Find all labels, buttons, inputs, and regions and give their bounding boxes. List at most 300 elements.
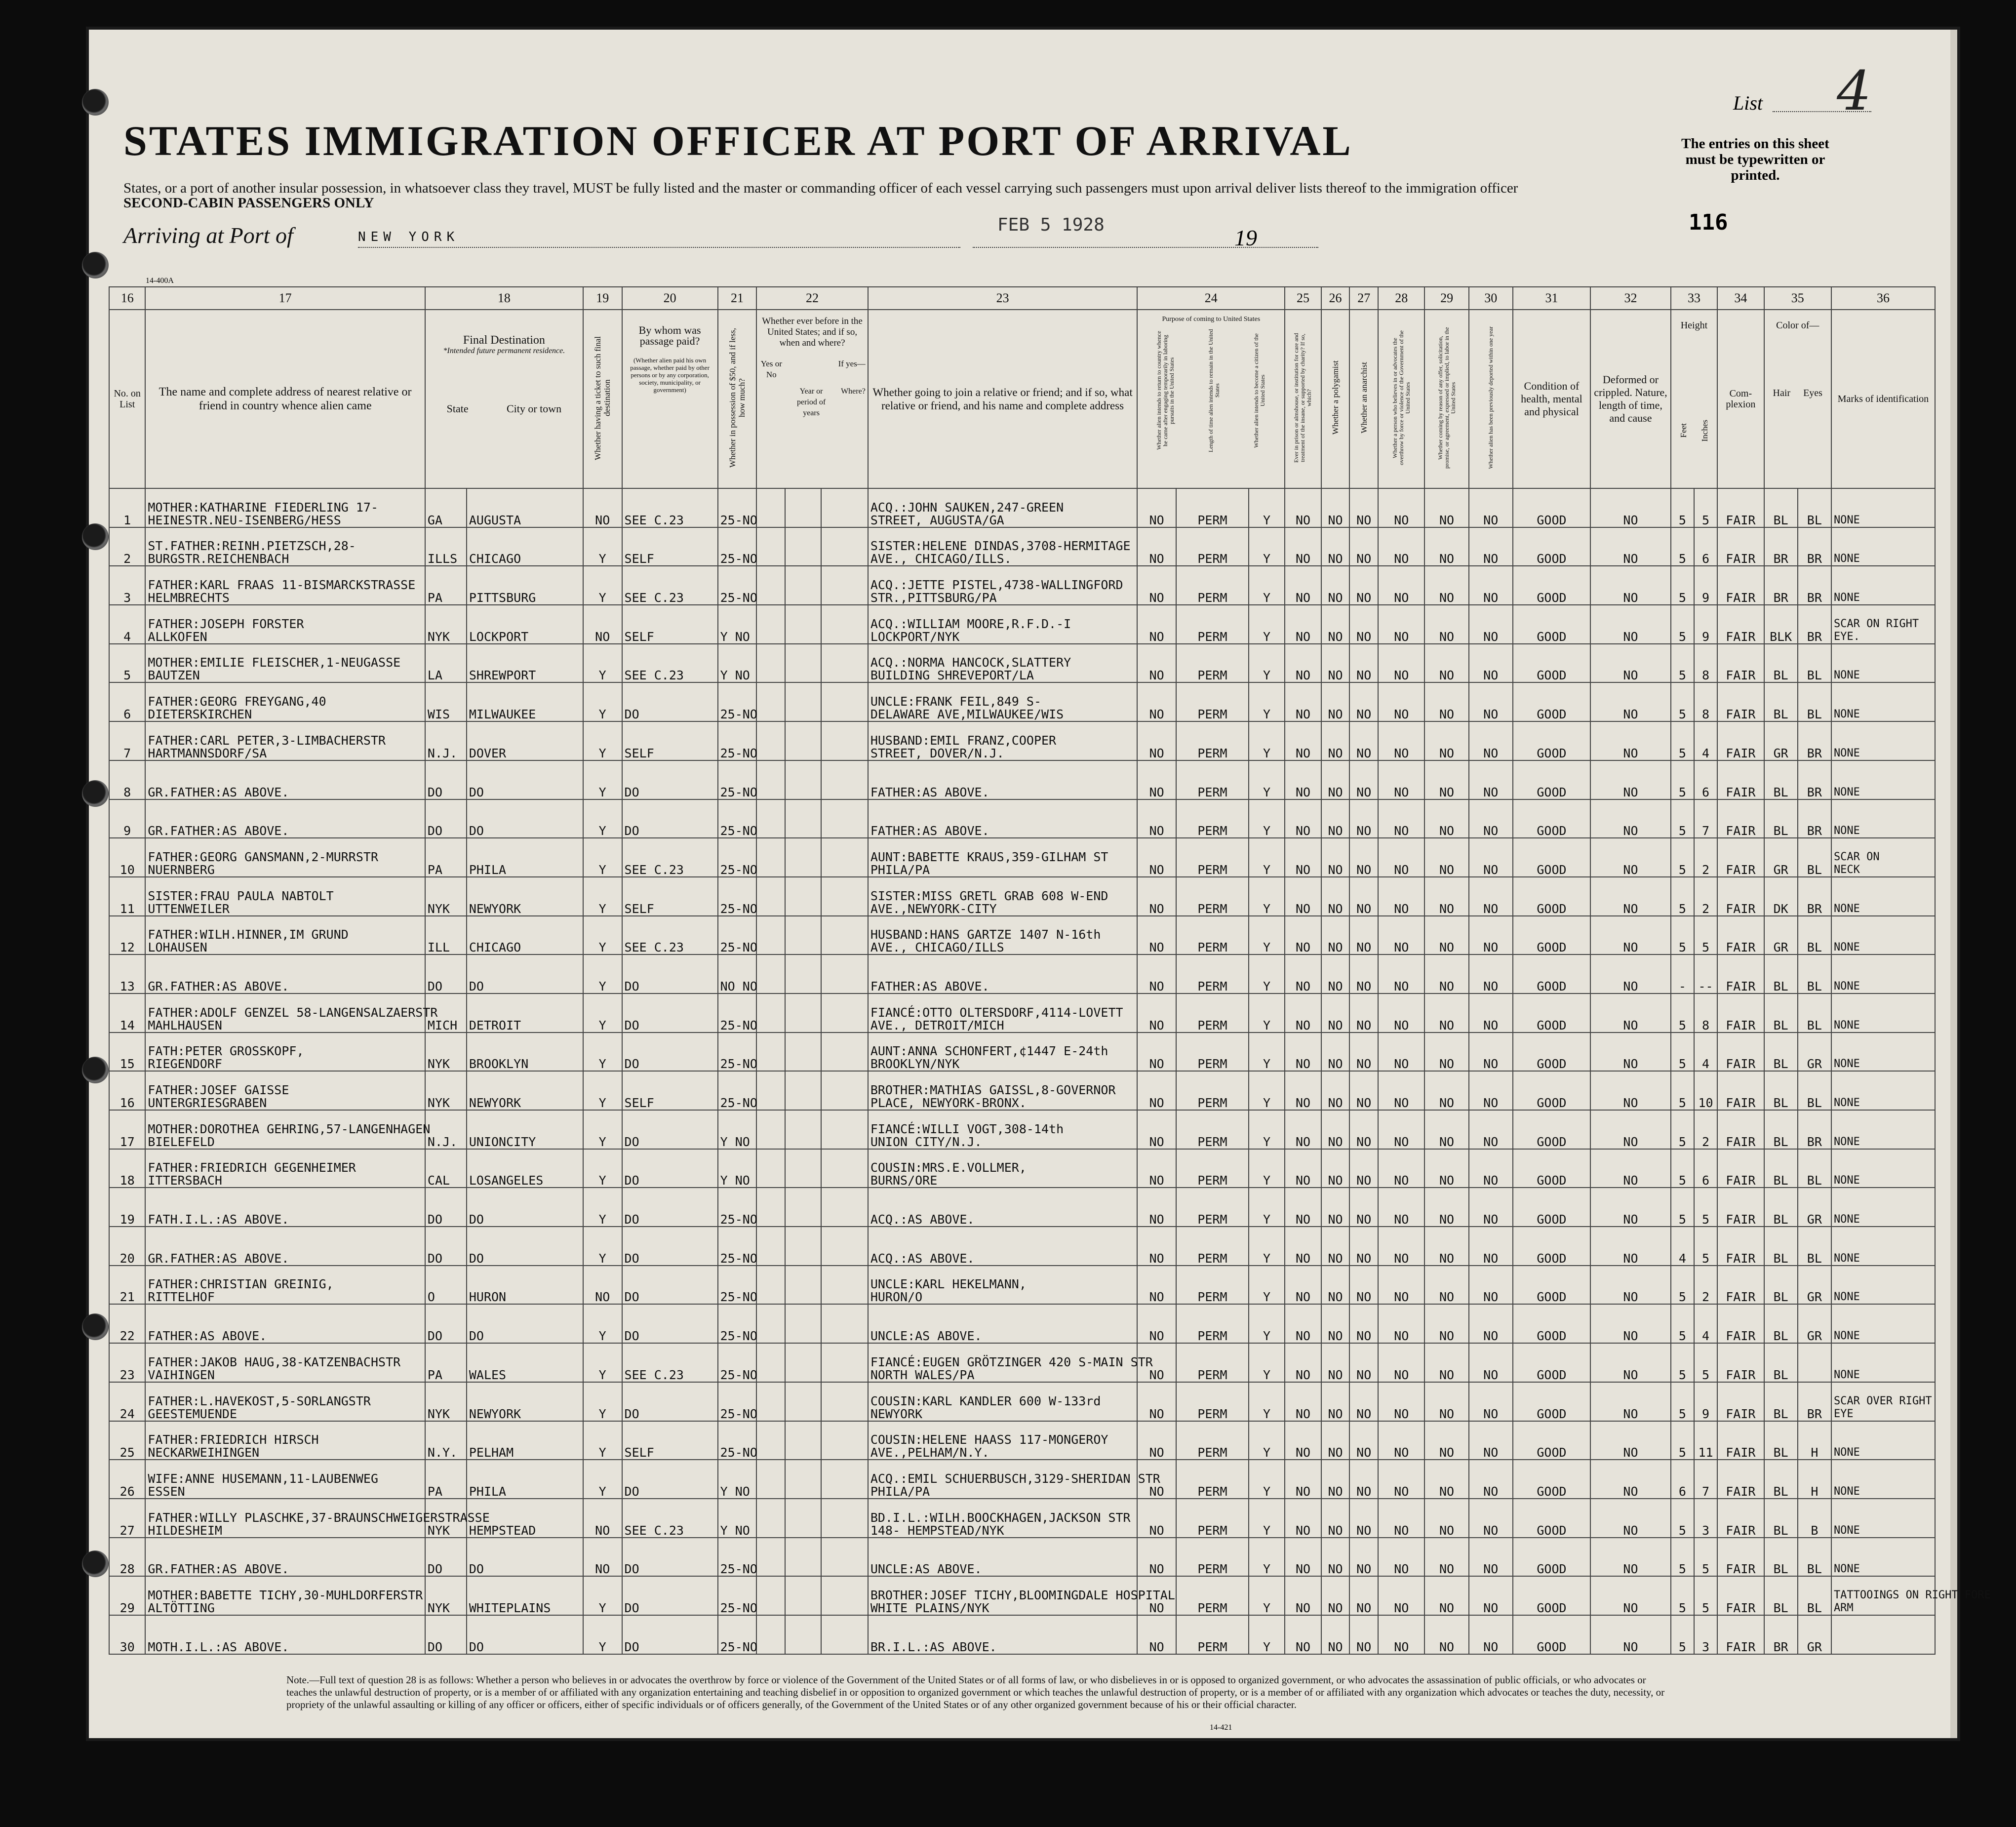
complexion-cell: FAIR [1717,799,1764,838]
join-relative-cell-line2: PHILA/PA [870,1484,930,1499]
before-us-where-cell [821,1110,868,1149]
join-relative-cell-line1: COUSIN:MRS.E.VOLLMER, [870,1160,1027,1175]
polygamist-cell: NO [1321,1033,1350,1072]
nearest-relative-line2: RIEGENDORF [148,1057,222,1072]
inches-cell: 10 [1694,1071,1717,1110]
hair-cell: BL [1764,799,1798,838]
deformed-cell: NO [1590,1227,1671,1266]
before-us-yes-no-cell [756,799,785,838]
anarchist-cell: NO [1349,1499,1378,1538]
polygamist-cell: NO [1321,1149,1350,1188]
passage-paid-cell: DO [622,799,718,838]
join-relative-cell-line2: ACQ.:AS ABOVE. [870,1251,975,1266]
marks-cell [1831,1033,1935,1072]
colnum-30: 30 [1469,287,1513,310]
before-us-where-cell [821,1149,868,1188]
page-title: STATES IMMIGRATION OFFICER AT PORT OF ARRIVAL [123,117,1353,164]
purpose-length-cell: PERM [1176,1382,1249,1421]
purpose-length-cell: PERM [1176,721,1249,760]
join-relative-cell-line2: HURON/O [870,1290,923,1305]
state-cell: CAL [425,1149,467,1188]
q28-cell: NO [1378,954,1424,993]
eyes-cell: BR [1798,527,1831,566]
nearest-relative [145,1304,425,1343]
inches-cell: 5 [1694,1576,1717,1615]
marks-cell-line2: NONE [1833,708,1860,721]
purpose-return-cell: NO [1137,1188,1176,1227]
purpose-citizen-cell: Y [1249,1382,1285,1421]
purpose-length-cell: PERM [1176,877,1249,916]
header-marks: Marks of identification [1831,310,1935,488]
nearest-relative [145,1343,425,1382]
marks-cell-line2: NONE [1833,1330,1860,1343]
nearest-relative-line1: WIFE:ANNE HUSEMANN,11-LAUBENWEG [148,1471,379,1486]
ticket-cell: Y [583,838,622,877]
inches-cell: 4 [1694,1033,1717,1072]
money-cell: 25-NO [718,527,757,566]
polygamist-cell: NO [1321,1499,1350,1538]
city-cell: SHREWPORT [467,644,583,683]
q28-cell: NO [1378,566,1424,605]
join-relative-cell-line1: ACQ.:WILLIAM MOORE,R.F.D.-I [870,616,1071,631]
nearest-relative-line2: FATH.I.L.:AS ABOVE. [148,1212,289,1227]
nearest-relative-line2: HARTMANNSDORF/SA [148,746,267,760]
city-label: City or town [506,402,562,415]
health-cell: GOOD [1513,1033,1590,1072]
anarchist-cell: NO [1349,1343,1378,1382]
before-us-period-cell [785,1149,821,1188]
state-cell: DO [425,1538,467,1577]
join-relative-cell-line2: UNCLE:AS ABOVE. [870,1329,982,1344]
passage-paid-cell: DO [622,1188,718,1227]
before-us-yes-no-cell [756,1538,785,1577]
marks-cell [1831,488,1935,527]
anarchist-cell: NO [1349,644,1378,683]
nearest-relative-line1: MOTHER:KATHARINE FIEDERLING 17- [148,500,379,515]
hair-cell: BL [1764,1343,1798,1382]
feet-cell: 5 [1671,488,1694,527]
state-cell: NYK [425,1033,467,1072]
q30-cell: NO [1469,1149,1513,1188]
before-us-yes-no-cell [756,1149,785,1188]
row-number: 30 [109,1615,145,1654]
colnum-36: 36 [1831,287,1935,310]
marks-cell-line1: SCAR OVER RIGHT [1833,1394,1932,1407]
feet-cell: 5 [1671,1382,1694,1421]
before-us-where-cell [821,916,868,955]
nearest-relative-line2: MOTH.I.L.:AS ABOVE. [148,1639,289,1654]
instructions-line: States, or a port of another insular possession, in whatsoever class they travel, MUST be fully listed and the master or commanding officer of each vessel carrying such passengers must upon arrival deliver lists thereof to the immigration officer [123,180,1518,196]
purpose-return-cell: NO [1137,1071,1176,1110]
marks-cell-line2: NECK [1833,863,1860,876]
nearest-relative [145,682,425,721]
inches-cell: 7 [1694,1460,1717,1499]
polygamist-cell: NO [1321,721,1350,760]
purpose-length-cell: PERM [1176,799,1249,838]
inches-cell: 5 [1694,916,1717,955]
ticket-cell: Y [583,1033,622,1072]
before-us-yes-no-cell [756,721,785,760]
q30-cell: NO [1469,1071,1513,1110]
complexion-cell: FAIR [1717,1266,1764,1305]
row-number: 25 [109,1421,145,1460]
health-cell: GOOD [1513,1304,1590,1343]
marks-cell [1831,993,1935,1033]
marks-cell-line2: NONE [1833,786,1860,798]
state-cell: MICH [425,993,467,1033]
before-us-period-cell [785,605,821,644]
nearest-relative-line1: MOTHER:EMILIE FLEISCHER,1-NEUGASSE [148,655,401,670]
purpose-return-cell: NO [1137,1149,1176,1188]
column-header-row [109,310,1935,488]
purpose-citizen-cell: Y [1249,527,1285,566]
binder-hole [82,523,109,550]
money-cell: Y NO [718,1460,757,1499]
nearest-relative [145,527,425,566]
complexion-cell: FAIR [1717,954,1764,993]
prison-cell: NO [1285,760,1321,799]
ticket-cell: Y [583,1382,622,1421]
health-cell: GOOD [1513,721,1590,760]
passage-paid-cell: DO [622,682,718,721]
nearest-relative-line2: NECKARWEIHINGEN [148,1445,260,1460]
passage-paid-cell: DO [622,954,718,993]
table-row [109,993,1935,1033]
feet-cell: 5 [1671,1538,1694,1577]
q30-cell: NO [1469,605,1513,644]
eyes-cell: BL [1798,916,1831,955]
colnum-35: 35 [1764,287,1831,310]
health-cell: GOOD [1513,760,1590,799]
state-cell: WIS [425,682,467,721]
purpose-length-cell: PERM [1176,605,1249,644]
eyes-cell [1798,1343,1831,1382]
q30-cell: NO [1469,488,1513,527]
city-cell: DO [467,799,583,838]
deformed-cell: NO [1590,838,1671,877]
before-us-period-cell [785,1343,821,1382]
prison-cell: NO [1285,1499,1321,1538]
q28-cell: NO [1378,1304,1424,1343]
money-cell: 25-NO [718,1538,757,1577]
q28-cell: NO [1378,877,1424,916]
header-money [718,310,757,488]
nearest-relative [145,1188,425,1227]
before-us-where-cell [821,1343,868,1382]
prison-cell: NO [1285,721,1321,760]
deformed-cell: NO [1590,1615,1671,1654]
nearest-relative [145,838,425,877]
header-health: Condition of health, mental and physical [1513,310,1590,488]
colnum-23: 23 [868,287,1138,310]
anarchist-cell: NO [1349,1460,1378,1499]
before-us-where-cell [821,954,868,993]
money-label: Whether in possession of $50, and if less, how much? [727,328,747,468]
polygamist-cell: NO [1321,838,1350,877]
row-number: 13 [109,954,145,993]
city-cell: DO [467,760,583,799]
nearest-relative [145,1382,425,1421]
ticket-cell: Y [583,1110,622,1149]
ticket-cell: Y [583,1188,622,1227]
prison-cell: NO [1285,1149,1321,1188]
q29-cell: NO [1424,1538,1468,1577]
q29-cell: NO [1424,566,1468,605]
row-number: 15 [109,1033,145,1072]
purpose-length-cell: PERM [1176,527,1249,566]
passenger-table [109,286,1991,1655]
purpose-length-cell: PERM [1176,954,1249,993]
before-us-period-cell [785,566,821,605]
prison-cell: NO [1285,644,1321,683]
sheet-number: 116 [1689,210,1728,235]
colnum-33: 33 [1671,287,1717,310]
passage-paid-cell: SELF [622,527,718,566]
marks-cell-line2: NONE [1833,553,1860,565]
health-cell: GOOD [1513,1149,1590,1188]
q29-cell: NO [1424,488,1468,527]
prison-cell: NO [1285,1110,1321,1149]
money-cell: NO NO [718,954,757,993]
q28-cell: NO [1378,682,1424,721]
city-cell: UNIONCITY [467,1110,583,1149]
polygamist-cell: NO [1321,877,1350,916]
before-us-period-cell [785,838,821,877]
nearest-relative [145,1149,425,1188]
q28-cell: NO [1378,644,1424,683]
complexion-cell: FAIR [1717,1304,1764,1343]
colnum-16: 16 [109,287,145,310]
nearest-relative-line2: GR.FATHER:AS ABOVE. [148,1562,289,1577]
passage-paid-cell: DO [622,1110,718,1149]
before-us-yes-no-cell [756,1033,785,1072]
deformed-cell: NO [1590,566,1671,605]
eyes-cell: BL [1798,838,1831,877]
purpose-citizen-cell: Y [1249,721,1285,760]
list-underline [1773,111,1871,112]
purpose-length-cell: PERM [1176,1499,1249,1538]
polygamist-cell: NO [1321,993,1350,1033]
prison-cell: NO [1285,877,1321,916]
nearest-relative-line2: ALTÖTTING [148,1600,215,1615]
purpose-return-cell: NO [1137,1576,1176,1615]
marks-cell-line2: NONE [1833,1563,1860,1576]
prison-cell: NO [1285,1343,1321,1382]
marks-cell-line1: TATTOOINGS ON RIGHT FORE [1833,1589,1991,1601]
eyes-cell: BL [1798,488,1831,527]
table-row [109,1421,1935,1460]
hair-cell: GR [1764,838,1798,877]
passage-paid-cell: SEE C.23 [622,566,718,605]
purpose-length-cell: PERM [1176,1576,1249,1615]
complexion-cell: FAIR [1717,1615,1764,1654]
hair-cell: GR [1764,721,1798,760]
before-us-where-cell [821,1460,868,1499]
nearest-relative-line2: ESSEN [148,1484,185,1499]
hair-cell: BL [1764,1460,1798,1499]
nearest-relative-line2: VAIHINGEN [148,1367,215,1382]
before-us-where-cell [821,1033,868,1072]
purpose-length-cell: PERM [1176,1343,1249,1382]
table-row [109,1110,1935,1149]
before-us-period-cell [785,1576,821,1615]
eyes-cell: BL [1798,1576,1831,1615]
join-relative-cell-line2: BUILDING SHREVEPORT/LA [870,668,1034,683]
marks-cell-line2: NONE [1833,1291,1860,1304]
purpose-citizen-cell: Y [1249,1266,1285,1305]
eyes-cell: BL [1798,1149,1831,1188]
purpose-citizen-cell: Y [1249,993,1285,1033]
purpose-citizen-cell: Y [1249,1149,1285,1188]
nearest-relative-line1: FATH:PETER GROSSKOPF, [148,1044,304,1059]
ticket-cell: Y [583,721,622,760]
purpose-citizen-cell: Y [1249,1460,1285,1499]
hair-cell: BL [1764,1110,1798,1149]
ticket-cell: Y [583,954,622,993]
table-row [109,760,1935,799]
feet-cell: 5 [1671,799,1694,838]
join-relative-cell-line1: FIANCÉ:OTTO OLTERSDORF,4114-LOVETT [870,1005,1123,1020]
before-us-yes-no-cell [756,1343,785,1382]
header-ticket [583,310,622,488]
list-label: List [1733,92,1763,114]
hair-cell: BL [1764,1421,1798,1460]
purpose-a-label: Whether alien intends to return to country whence he came after engaging temporarily in laboring pursuits in the United States [1155,331,1176,450]
purpose-citizen-cell: Y [1249,488,1285,527]
marks-cell [1831,760,1935,799]
join-relative-cell [868,1266,1138,1305]
passage-paid-cell: SEE C.23 [622,488,718,527]
row-number: 4 [109,605,145,644]
inches-cell: 2 [1694,1266,1717,1305]
anarchist-cell: NO [1349,877,1378,916]
join-relative-cell-line2: LOCKPORT/NYK [870,629,960,644]
before-us-yes-no-cell [756,877,785,916]
nearest-relative-line1: FATHER:GEORG GANSMANN,2-MURRSTR [148,849,379,864]
polygamist-cell: NO [1321,1110,1350,1149]
complexion-cell: FAIR [1717,838,1764,877]
city-cell: DO [467,1188,583,1227]
before-us-yes-no-cell [756,760,785,799]
inches-cell: 6 [1694,1149,1717,1188]
inches-cell: 2 [1694,877,1717,916]
hair-cell: BL [1764,1576,1798,1615]
hair-cell: BL [1764,1266,1798,1305]
state-cell: GA [425,488,467,527]
hair-cell: BL [1764,1033,1798,1072]
nearest-relative-line2: GR.FATHER:AS ABOVE. [148,785,289,799]
marks-cell-line2: ARM [1833,1601,1854,1614]
before-us-where-cell [821,1615,868,1654]
state-cell: DO [425,954,467,993]
join-relative-cell-line1: ACQ.:NORMA HANCOCK,SLATTERY [870,655,1071,670]
q29-cell: NO [1424,1460,1468,1499]
q28-cell: NO [1378,1382,1424,1421]
ticket-cell: Y [583,527,622,566]
passage-paid-cell: SELF [622,1071,718,1110]
table-row [109,1304,1935,1343]
feet-cell: 5 [1671,1149,1694,1188]
nearest-relative [145,1615,425,1654]
health-cell: GOOD [1513,916,1590,955]
before-us-yes-no-cell [756,916,785,955]
inches-cell: -- [1694,954,1717,993]
eyes-label: Eyes [1803,388,1822,398]
anarchist-cell: NO [1349,1615,1378,1654]
colnum-24: 24 [1137,287,1285,310]
prison-cell: NO [1285,799,1321,838]
header-prison [1285,310,1321,488]
row-number: 20 [109,1227,145,1266]
complexion-cell: FAIR [1717,644,1764,683]
purpose-length-cell: PERM [1176,1460,1249,1499]
before-us-where-cell [821,993,868,1033]
header-anarchist [1349,310,1378,488]
purpose-citizen-cell: Y [1249,1343,1285,1382]
before-us-yes-no-cell [756,1576,785,1615]
q30-cell: NO [1469,566,1513,605]
q30-cell: NO [1469,954,1513,993]
height-label: Height [1680,320,1708,331]
complexion-cell: FAIR [1717,527,1764,566]
join-relative-cell [868,566,1138,605]
feet-cell: 5 [1671,527,1694,566]
passage-paid-cell: DO [622,1538,718,1577]
before-us-yes-no-cell [756,566,785,605]
join-relative-cell [868,1188,1138,1227]
deformed-cell: NO [1590,799,1671,838]
marks-cell-line2: NONE [1833,1135,1860,1148]
table-row [109,838,1935,877]
nearest-relative-line1: FATHER:WILH.HINNER,IM GRUND [148,927,349,942]
inches-cell: 5 [1694,1188,1717,1227]
hair-cell: BL [1764,760,1798,799]
join-relative-cell-line1: UNCLE:FRANK FEIL,849 S- [870,694,1041,709]
join-relative-cell [868,1304,1138,1343]
anarchist-cell: NO [1349,760,1378,799]
nearest-relative-line2: UTTENWEILER [148,901,230,916]
polygamist-cell: NO [1321,1538,1350,1577]
join-relative-cell-line2: UNION CITY/N.J. [870,1134,982,1149]
anarchist-cell: NO [1349,799,1378,838]
marks-cell-line1: SCAR ON [1833,850,1880,863]
city-cell: LOCKPORT [467,605,583,644]
join-relative-cell-line1: HUSBAND:HANS GARTZE 1407 N-16th [870,927,1101,942]
feet-cell: 5 [1671,916,1694,955]
join-relative-cell-line2: AVE., CHICAGO/ILLS [870,940,1004,955]
nearest-relative [145,488,425,527]
before-us-yes-no-cell [756,527,785,566]
purpose-length-cell: PERM [1176,993,1249,1033]
header-before-us [756,310,868,488]
ticket-cell: Y [583,1304,622,1343]
q29-label: Whether coming by reason of any offer, solicitation, promise, or agreement, expressed or implied, to labor in the United States [1436,327,1457,469]
table-row [109,1343,1935,1382]
year-prefix: 19 [1234,225,1257,250]
before-us-where-cell [821,1538,868,1577]
city-cell: DO [467,1615,583,1654]
before-us-period-cell [785,1188,821,1227]
money-cell: 25-NO [718,1615,757,1654]
join-relative-cell-line2: BR.I.L.:AS ABOVE. [870,1639,997,1654]
before-us-where-cell [821,527,868,566]
polygamist-cell: NO [1321,1576,1350,1615]
q28-cell: NO [1378,1149,1424,1188]
inches-cell: 5 [1694,1343,1717,1382]
nearest-relative [145,721,425,760]
nearest-relative-line1: FATHER:WILLY PLASCHKE,37-BRAUNSCHWEIGERSTRASSE [148,1510,490,1525]
nearest-relative-line2: FATHER:AS ABOVE. [148,1329,267,1344]
